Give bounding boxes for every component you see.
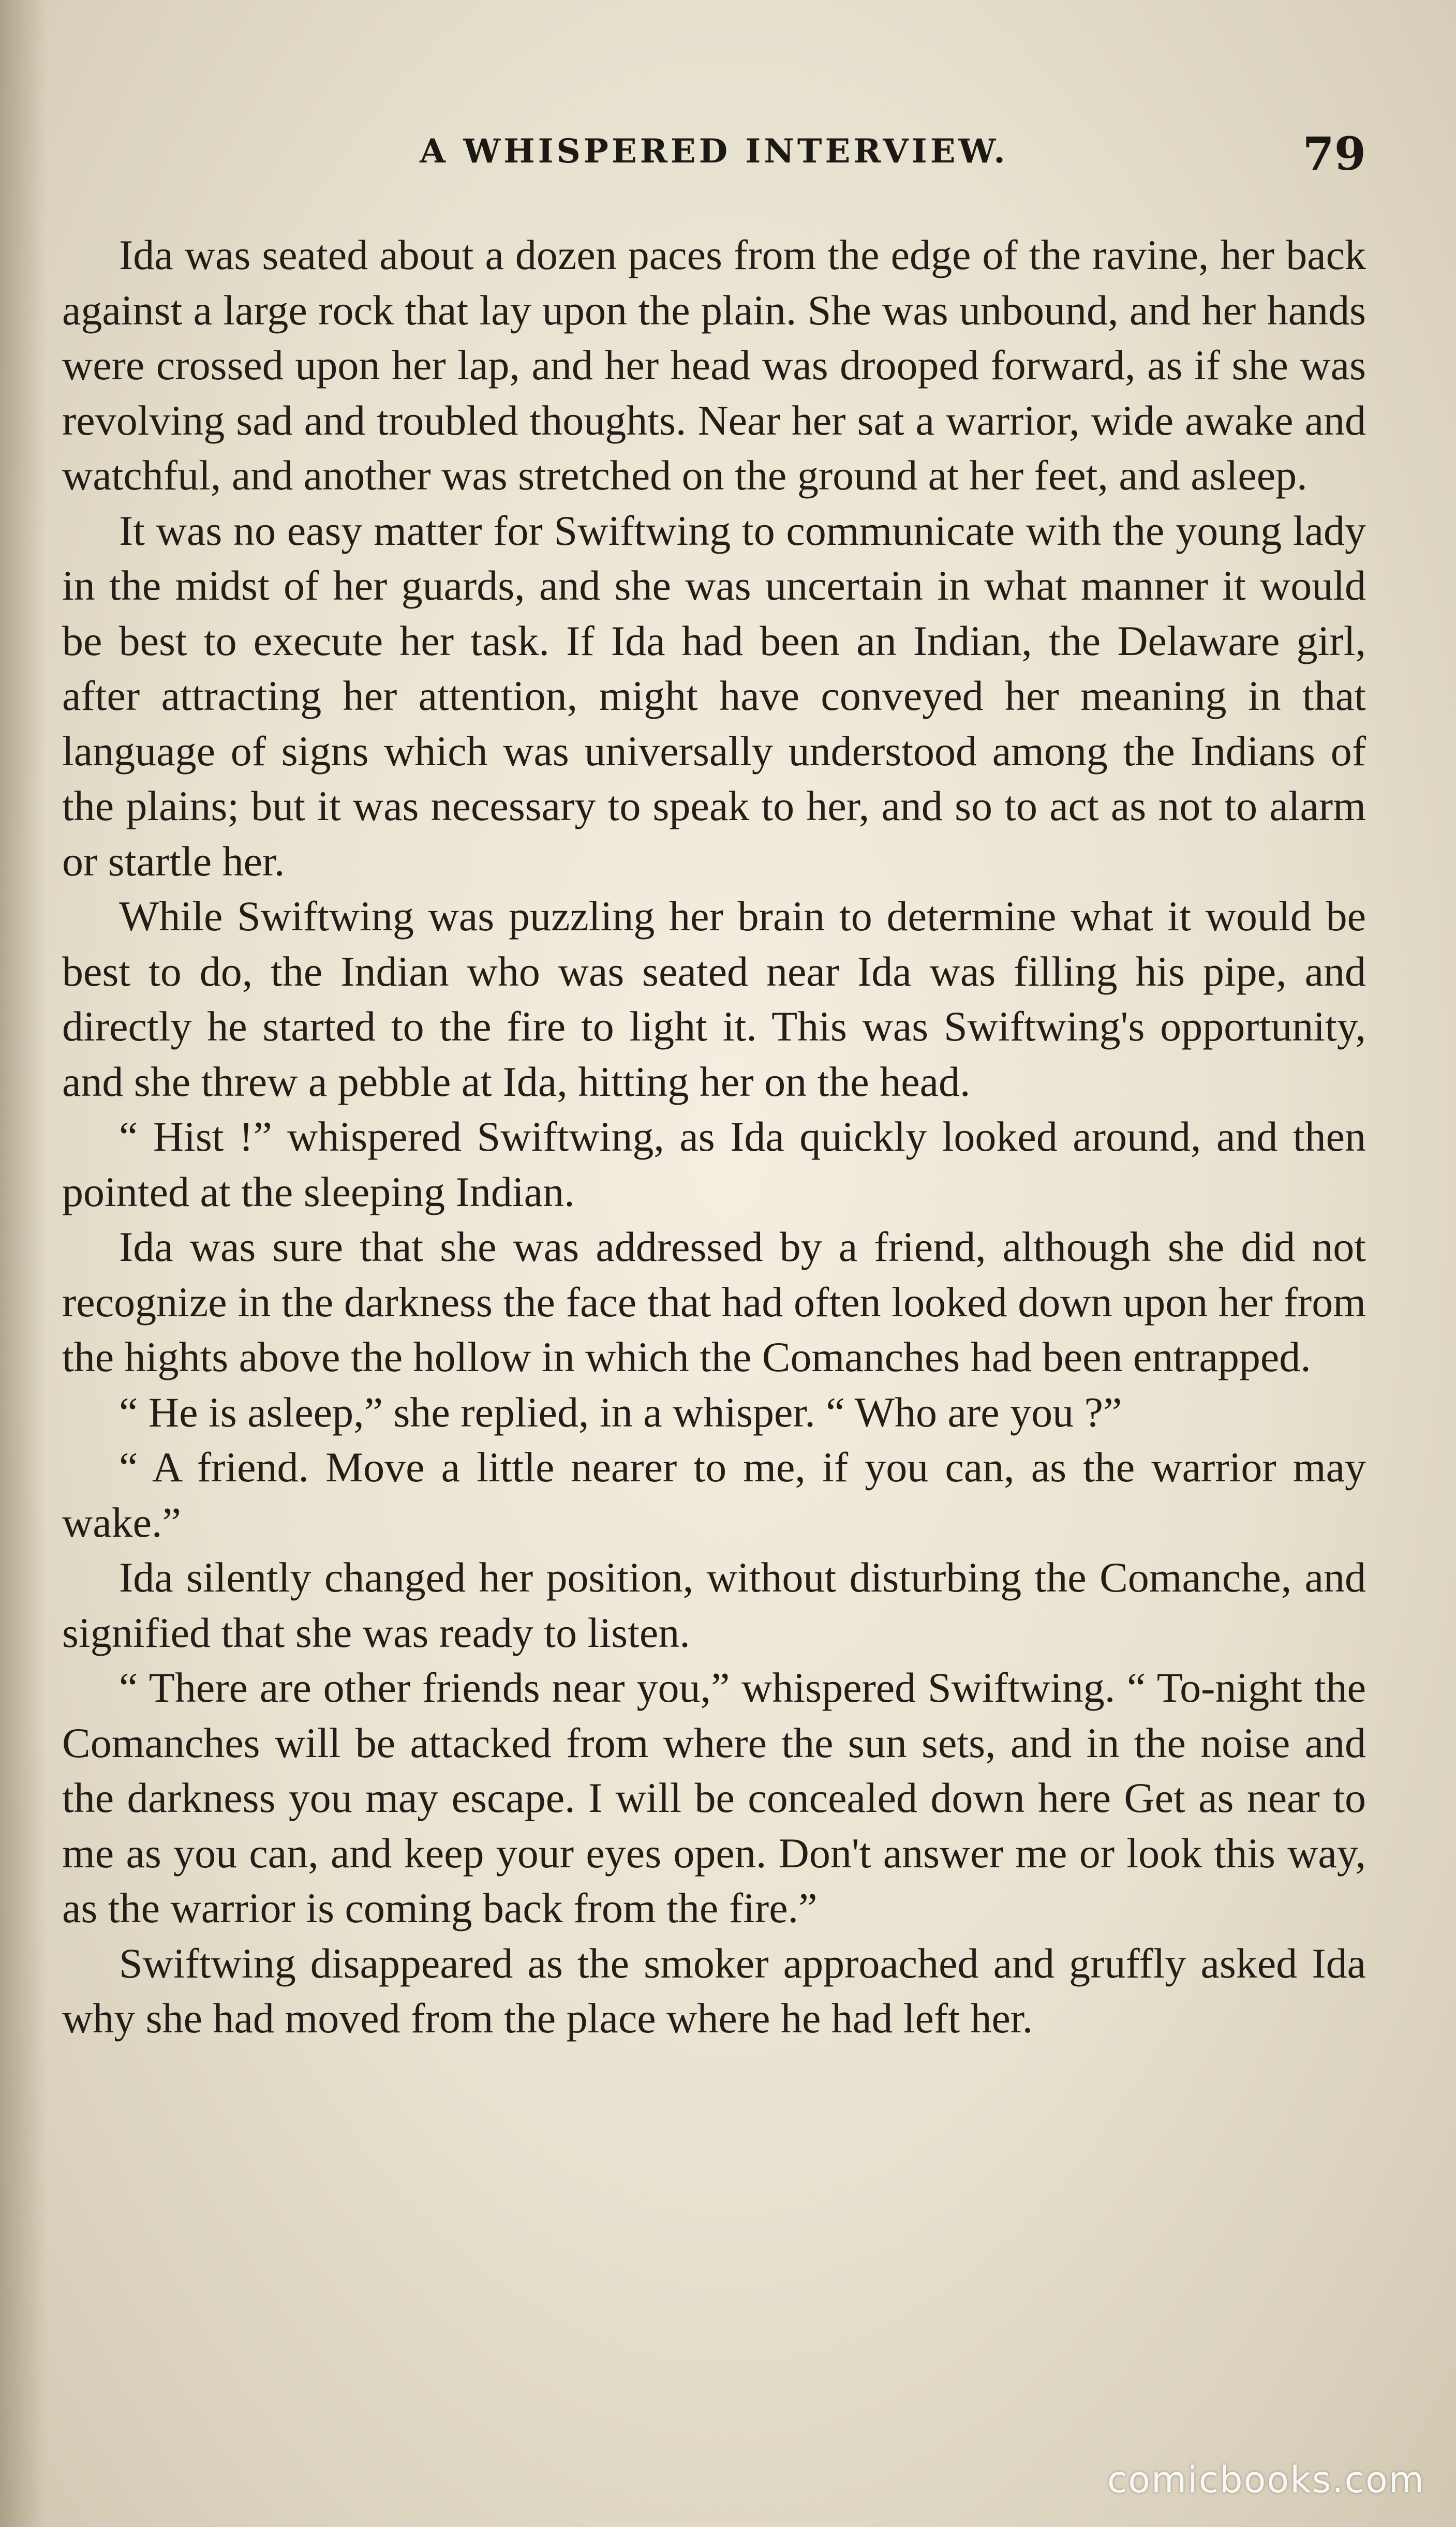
paragraph: “ Hist !” whispered Swiftwing, as Ida quickly looked around, and then pointed at the sleeping Indian. (62, 1113, 1366, 1215)
page-header (62, 127, 1366, 184)
paragraph: It was no easy matter for Swiftwing to communicate with the young lady in the midst of her guards, and she was uncertain in what manner it would be best to execute her task. If Ida had been an Indian, the Delaware girl, after attracting her attention, might have conveyed her meaning in that language of signs which was universally understood among the Indians of the plains; but it was necessary to speak to her, and so to act as not to alarm or startle her. (62, 507, 1366, 885)
page-gutter-shadow (0, 0, 47, 2527)
paragraph: “ He is asleep,” she replied, in a whisper. “ Who are you ?” (119, 1388, 1122, 1436)
body-text (62, 228, 1366, 2046)
paragraph: While Swiftwing was puzzling her brain to determine what it would be best to do, the Indian who was seated near Ida was filling his pipe, and directly he started to the fire to light it. This was Swiftwing's opportunity, and she threw a pebble at Ida, hitting her on the head. (62, 893, 1366, 1105)
paragraph: “ A friend. Move a little nearer to me, if you can, as the warrior may wake.” (62, 1444, 1366, 1546)
paragraph: Swiftwing disappeared as the smoker approached and gruffly asked Ida why she had moved from the place where he had left her. (62, 1939, 1366, 2042)
paragraph: Ida was sure that she was addressed by a friend, although she did not recognize in the darkness the face that had often looked down upon her from the hights above the hollow in which the Comanches had been entrapped. (62, 1223, 1366, 1380)
running-title: A WHISPERED INTERVIEW. (420, 132, 1008, 171)
paragraph: Ida was seated about a dozen paces from the edge of the ravine, her back against a large rock that lay upon the plain. She was unbound, and her hands were crossed upon her lap, and her head was drooped forward, as if she was revolving sad and troubled thoughts. Near her sat a warrior, wide awake and watchful, and another was stretched on the ground at her feet, and asleep. (62, 231, 1366, 499)
page-number: 79 (1302, 127, 1366, 181)
paragraph: “ There are other friends near you,” whispered Swiftwing. “ To-night the Comanches will be attacked from where the sun sets, and in the noise and the darkness you may escape. I will be concealed down here Get as near to me as you can, and keep your eyes open. Don't answer me or look this way, as the warrior is coming back from the fire.” (62, 1664, 1366, 1931)
site-watermark: comicbooks.com (1107, 2459, 1425, 2501)
paragraph: Ida silently changed her position, without disturbing the Comanche, and signified that she was ready to listen. (62, 1554, 1366, 1656)
